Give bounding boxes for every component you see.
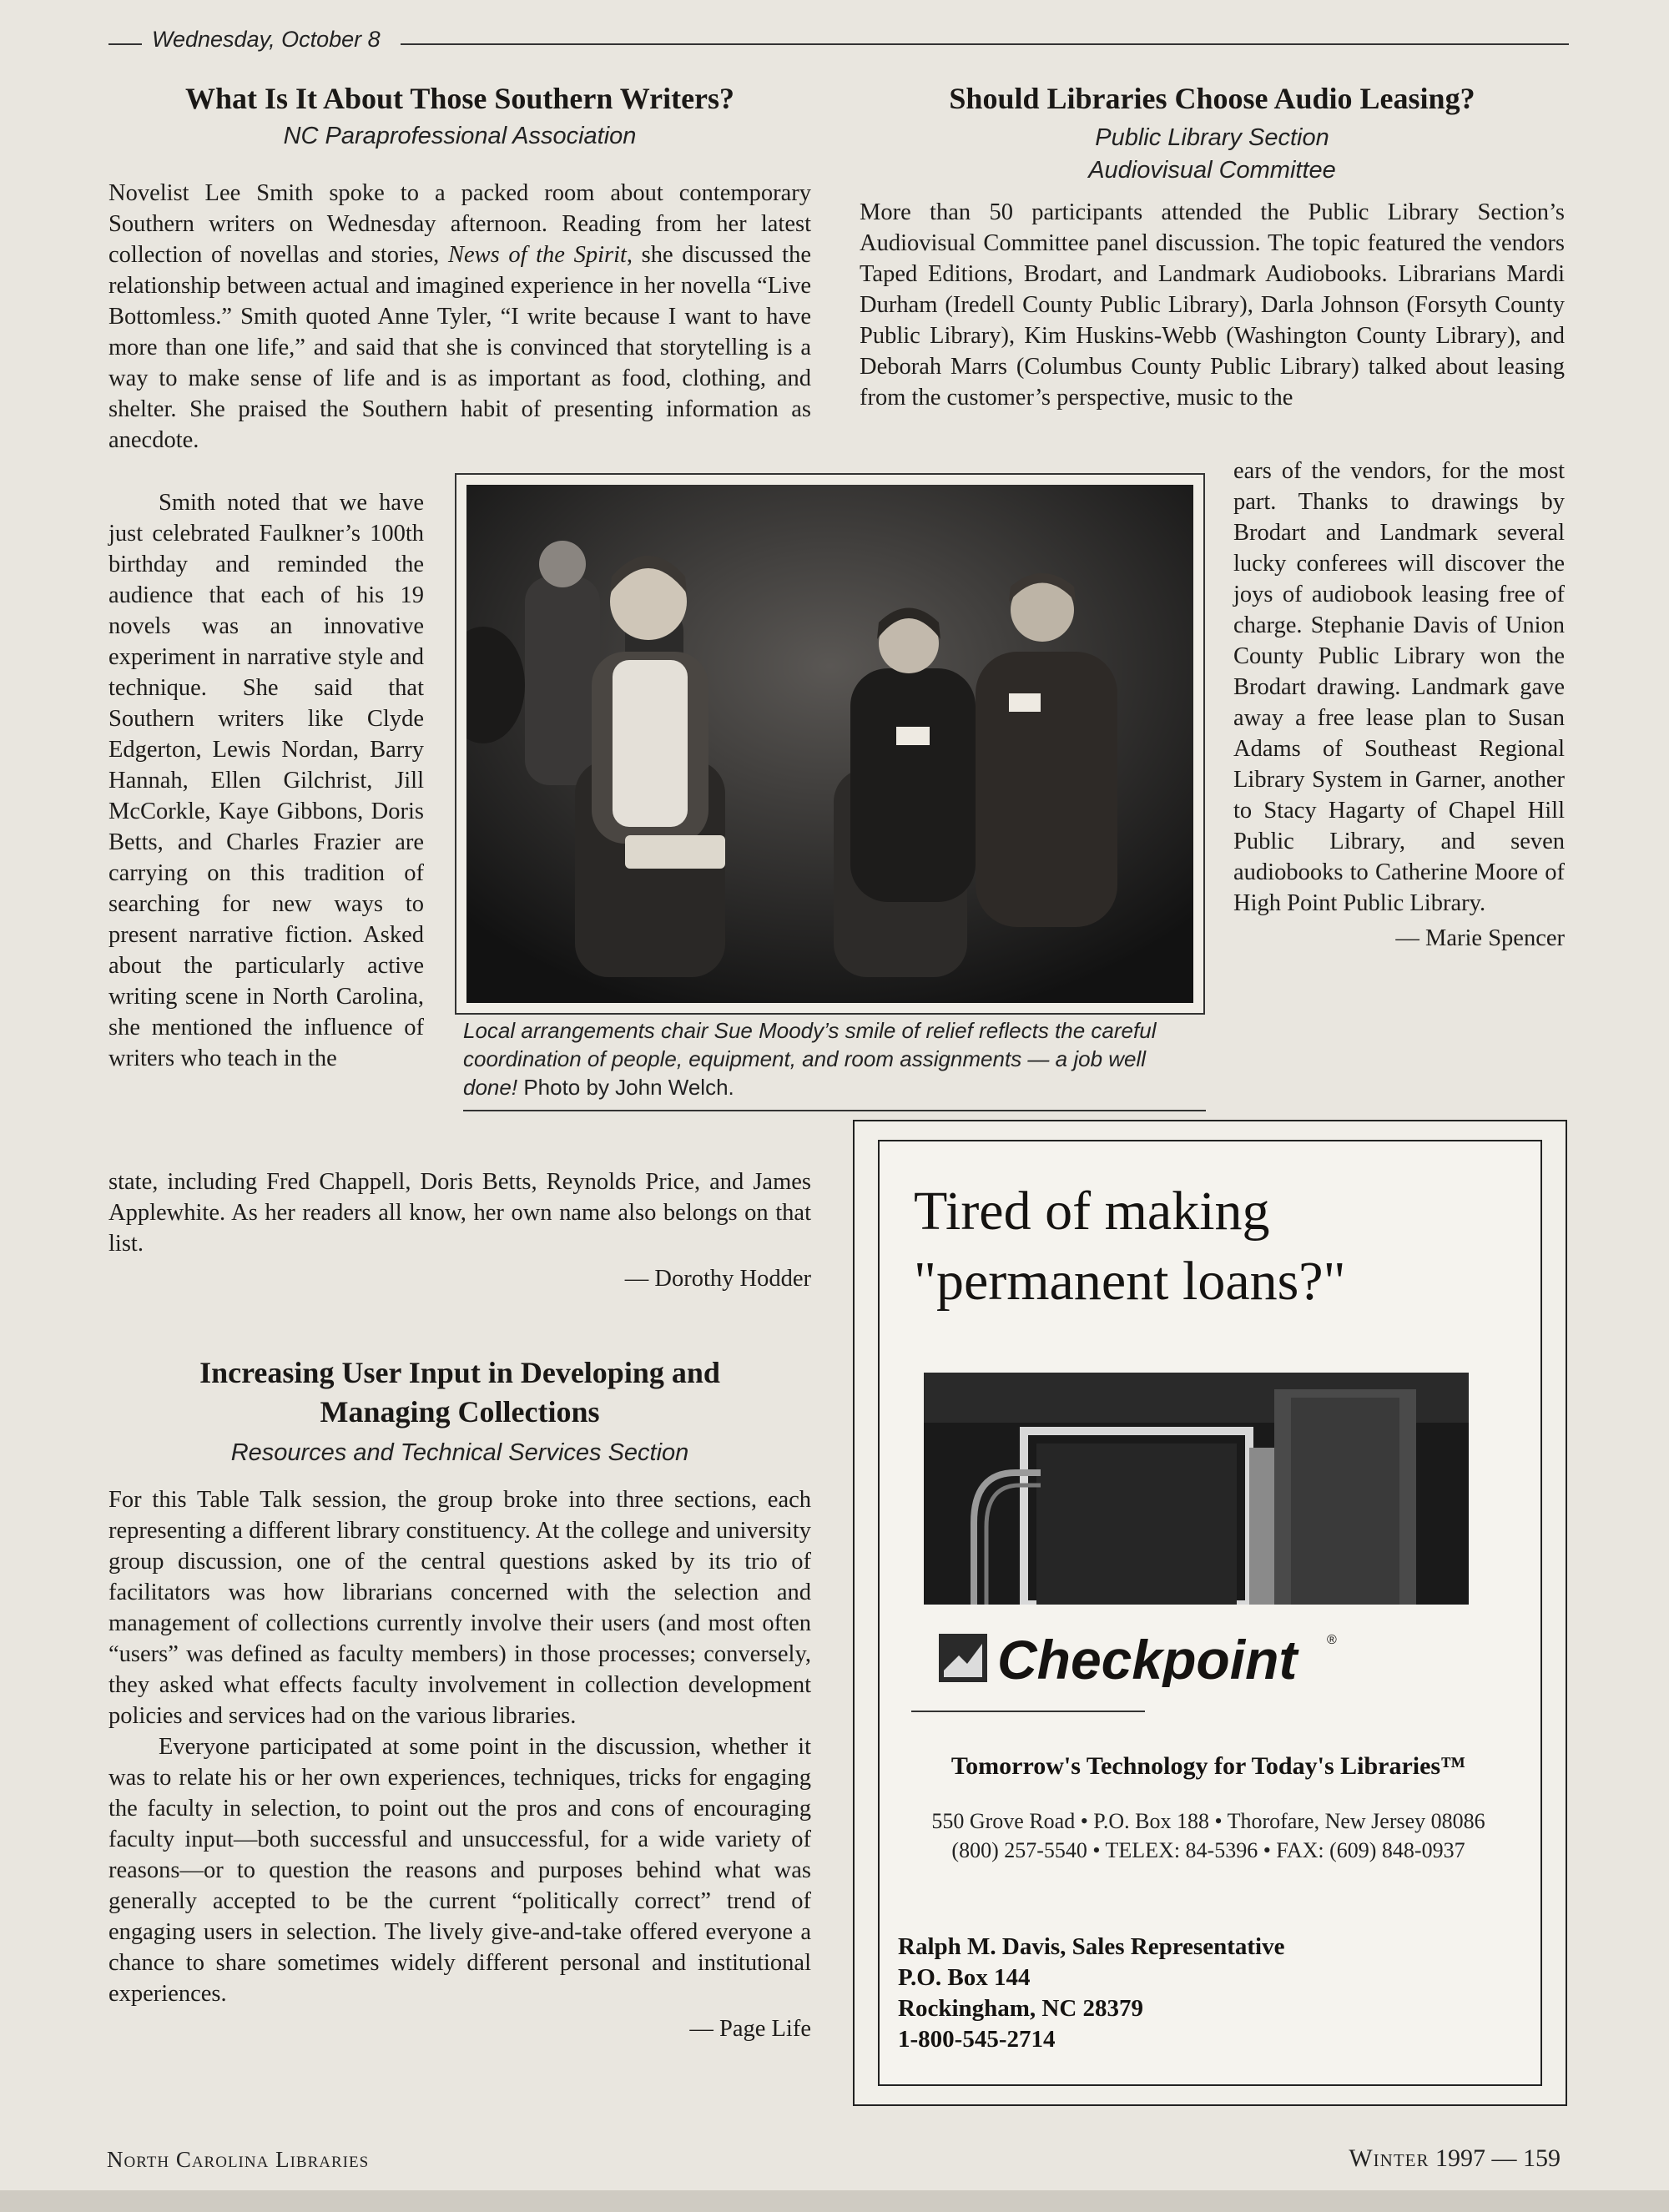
checkpoint-logo — [939, 1627, 1406, 1687]
article-audio-leasing-narrow — [1233, 456, 1565, 952]
article-southern-writers — [108, 79, 811, 456]
header-rule-right — [401, 43, 1569, 45]
ad-security-gate-photo — [924, 1373, 1469, 1605]
article-user-input — [108, 1353, 811, 2043]
article-title: Increasing User Input in Developing and Managing Collections — [199, 1356, 720, 1428]
article-department: NC Paraprofessional Association — [283, 122, 637, 149]
article-department: Public Library Section Audiovisual Committee — [1088, 123, 1336, 184]
caption-rule — [463, 1110, 1206, 1111]
article-paragraph: More than 50 participants attended the Public Library Section’s Audiovisual Committee panel discussion. The topic featured the vendors Taped Editions, Brodart, and Landmark Audiobooks. Librarians Mardi Durham (Iredell County Public Library), Darla Johnson (Forsyth County Public Library), Kim Huskins-Webb (Washington County Library), and Deborah Marrs (Columbus County Public Library) talked about leasing from the customer’s perspective, music to the — [860, 199, 1565, 411]
article-southern-writers-end — [108, 1166, 811, 1292]
article-paragraph: For this Table Talk session, the group broke into three sections, each representing a different library constituency. At the college and university group discussion, one of the central questions asked by its trio of facilitators was how librarians concerned with the selection and management of collections currently involve their users (and most often “users” was defined as faculty members) in those processes; conversely, they asked what effects faculty involvement in collection development policies and services had on the various libraries. — [108, 1486, 811, 1729]
article-paragraph: Smith noted that we have just celebrated Faulkner’s 100th birthday and reminded the audience that each of his 19 novels was an innovative experiment in narrative style and technique. She said that Southern writers like Clyde Edgerton, Lewis Nordan, Barry Hannah, Ellen Gilchrist, Jill McCorkle, Kaye Gibbons, Doris Betts, and Charles Frazier are carrying on this tradition of searching for new ways to present narrative fiction. Asked about the particularly active writing scene in North Carolina, she mentioned the influence of writers who teach in the — [108, 490, 424, 1071]
article-title: Should Libraries Choose Audio Leasing? — [949, 82, 1475, 115]
article-title: What Is It About Those Southern Writers? — [184, 82, 735, 115]
photo-caption: Local arrangements chair Sue Moody’s smile of relief reflects the careful coordination of people, equipment, and room assignments — a job well done! Photo by John Welch. — [463, 1018, 1157, 1100]
article-southern-writers-narrow — [108, 487, 424, 1074]
registered-mark: ® — [1327, 1633, 1337, 1647]
footer-publication: North Carolina Libraries — [107, 2147, 370, 2172]
author-signature: — Dorothy Hodder — [624, 1266, 811, 1292]
article-paragraph: ears of the vendors, for the most part. Thanks to drawings by Brodart and Landmark several lucky conferees will discover the joys of audiobook leasing free of charge. Stephanie Davis of Union County Public Library won the Brodart drawing. Landmark gave away a free lease plan to Susan Adams of Southeast Regional Library System in Garner, another to Stacy Hagarty of Chapel Hill Public Library, and seven audiobooks to Catherine Moore of High Point Public Library. — [1233, 458, 1565, 916]
ad-tagline: Tomorrow's Technology for Today's Libraries™ — [950, 1752, 1466, 1780]
photo-illustration — [466, 485, 1193, 1003]
header-date: Wednesday, October 8 — [152, 27, 381, 52]
conference-photo — [466, 485, 1193, 1003]
article-paragraph: Novelist Lee Smith spoke to a packed room about contemporary Southern writers on Wednesday afternoon. Reading from her latest collection of novellas and stories, News of the Spirit, she discussed the relationship between actual and imagined experience in her novella “Live Bottomless.” Smith quoted Anne Tyler, “I write because I want to have more than one life,” and said that she is convinced that storytelling is a way to make sense of life and is as important as food, clothing, and shelter. She praised the Southern habit of presenting information as anecdote. — [108, 179, 811, 453]
article-department: Resources and Technical Services Section — [230, 1439, 689, 1466]
page-header — [108, 25, 1569, 58]
logo-wordmark: Checkpoint — [997, 1629, 1298, 1687]
security-gate-illustration — [924, 1373, 1469, 1605]
ad-address: 550 Grove Road • P.O. Box 188 • Thorofare, New Jersey 08086 (800) 257-5540 • TELEX: 84-5396 • FAX: (609) 848-0937 — [931, 1809, 1485, 1862]
author-signature: — Page Life — [689, 2015, 811, 2042]
ad-headline: Tired of making "permanent loans?" — [914, 1181, 1346, 1312]
author-signature: — Marie Spencer — [1395, 925, 1565, 951]
article-audio-leasing — [860, 79, 1565, 413]
article-paragraph: state, including Fred Chappell, Doris Betts, Reynolds Price, and James Applewhite. As her readers all know, her own name also belongs on that list. — [108, 1169, 811, 1257]
article-paragraph: Everyone participated at some point in the discussion, whether it was to relate his or her own experiences, techniques, tricks for engaging the faculty in selection, to point out the pros and cons of encouraging faculty input—both successful and unsuccessful, for a wide variety of reasons—or to question the reasons and purposes behind what was generally accepted to be the current “politically correct” trend of engaging users in selection. The lively give-and-take offered everyone a chance to share sometimes widely different personal and institutional experiences. — [108, 1733, 811, 2007]
page-bottom-edge — [0, 2190, 1669, 2212]
checkpoint-logo-mark — [939, 1627, 1406, 1687]
photo-frame — [455, 473, 1205, 1015]
ad-sales-rep: Ralph M. Davis, Sales Representative P.O. Box 144 Rockingham, NC 28379 1-800-545-2714 — [898, 1933, 1285, 2053]
header-rule-left — [108, 43, 142, 45]
footer-issue: Winter 1997 — 159 — [1349, 2144, 1561, 2172]
ad-logo-rule — [911, 1711, 1145, 1712]
